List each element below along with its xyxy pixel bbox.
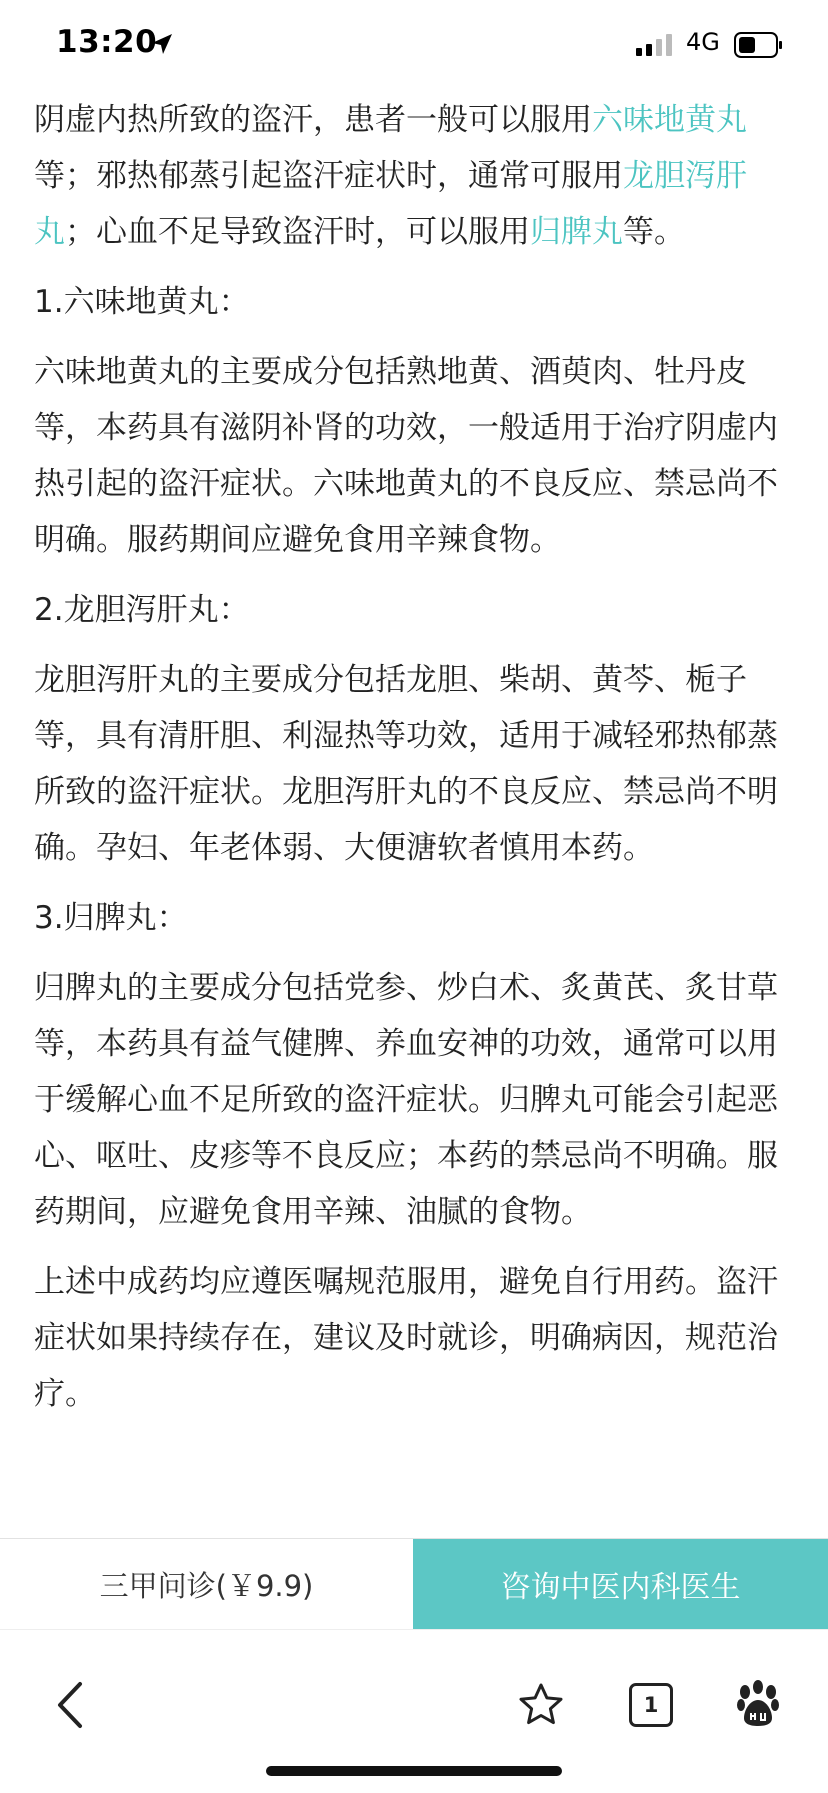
consult-bar (0, 1538, 828, 1629)
consult-tcm-doctor-button[interactable]: 咨询中医内科医生 (413, 1539, 828, 1629)
section-heading-3: 3.归脾丸： (34, 900, 188, 936)
star-icon[interactable] (518, 1682, 564, 1728)
intro-text-4: 等。 (623, 214, 685, 250)
signal-icon (636, 34, 674, 56)
summary-paragraph: 上述中成药均应遵医嘱规范服用，避免自行用药。盗汗症状如果持续存在，建议及时就诊，明确病因，规范治疗。 (34, 1264, 778, 1412)
tabs-icon[interactable] (629, 1683, 673, 1727)
link-longdan-xiegan-wan[interactable]: 龙胆泻肝丸 (34, 158, 747, 250)
location-arrow-icon (150, 32, 174, 56)
section-paragraph-2: 龙胆泻肝丸的主要成分包括龙胆、柴胡、黄芩、栀子等，具有清肝胆、利湿热等功效，适用于减轻邪热郁蒸所致的盗汗症状。龙胆泻肝丸的不良反应、禁忌尚不明确。孕妇、年老体弱、大便溏软者慎用本药。 (34, 662, 778, 866)
home-indicator (266, 1766, 562, 1776)
status-time: 13:20 (56, 24, 158, 60)
status-bar (0, 0, 828, 88)
link-guipi-wan[interactable]: 归脾丸 (530, 214, 623, 250)
section-paragraph-1: 六味地黄丸的主要成分包括熟地黄、酒萸肉、牡丹皮等，本药具有滋阴补肾的功效，一般适用于治疗阴虚内热引起的盗汗症状。六味地黄丸的不良反应、禁忌尚不明确。服药期间应避免食用辛辣食物。 (34, 354, 778, 558)
article-content (34, 92, 794, 1532)
tertiary-consult-button[interactable]: 三甲问诊(￥9.9) (0, 1539, 413, 1629)
link-liuwei-dihuang-wan[interactable]: 六味地黄丸 (592, 102, 747, 138)
section-heading-1: 1.六味地黄丸： (34, 284, 250, 320)
intro-paragraph (34, 92, 794, 260)
intro-text-1: 阴虚内热所致的盗汗，患者一般可以服用 (34, 102, 592, 138)
section-heading-2: 2.龙胆泻肝丸： (34, 592, 250, 628)
intro-text-2: 等；邪热郁蒸引起盗汗症状时，通常可服用 (34, 158, 623, 194)
battery-icon (734, 32, 784, 58)
baidu-paw-icon[interactable] (736, 1680, 780, 1728)
network-type: 4G (686, 28, 720, 56)
intro-text-3: ；心血不足导致盗汗时，可以服用 (65, 214, 530, 250)
tab-count: 1 (643, 1693, 659, 1717)
section-paragraph-3: 归脾丸的主要成分包括党参、炒白术、炙黄芪、炙甘草等，本药具有益气健脾、养血安神的功效，通常可以用于缓解心血不足所致的盗汗症状。归脾丸可能会引起恶心、呕吐、皮疹等不良反应；本药的禁忌尚不明确。服药期间，应避免食用辛辣、油腻的食物。 (34, 970, 778, 1230)
back-icon[interactable] (52, 1680, 86, 1730)
